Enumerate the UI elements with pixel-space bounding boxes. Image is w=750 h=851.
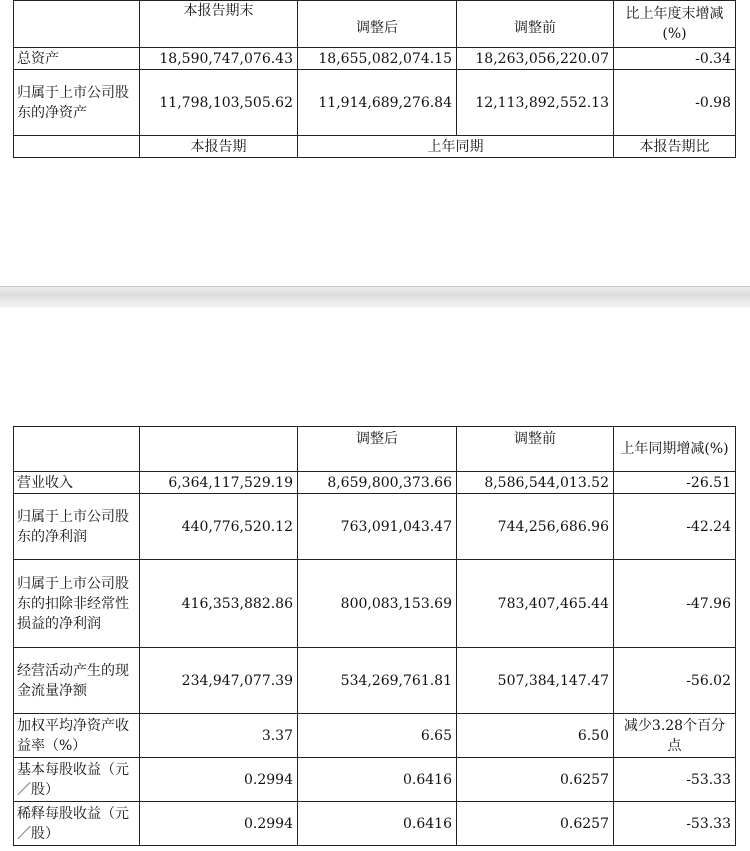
table-row xyxy=(14,560,736,648)
cell-after: 0.6416 xyxy=(298,802,457,846)
footer-compare: 本报告期比 xyxy=(614,136,736,158)
table-row xyxy=(14,802,736,846)
table-row xyxy=(14,70,736,136)
row-label: 归属于上市公司股东的扣除非经常性损益的净利润 xyxy=(14,560,140,648)
cell-change: -42.24 xyxy=(614,494,736,560)
cell-current: 440,776,520.12 xyxy=(140,494,298,560)
row-label: 归属于上市公司股东的净利润 xyxy=(14,494,140,560)
cell-before: 8,586,544,013.52 xyxy=(457,472,614,494)
cell-change: -0.34 xyxy=(614,48,736,70)
table-row xyxy=(14,648,736,714)
cell-current: 234,947,077.39 xyxy=(140,648,298,714)
header-after-adjust: 调整后 xyxy=(298,1,457,48)
cell-current: 0.2994 xyxy=(140,758,298,802)
page-break-line xyxy=(0,286,750,287)
cell-current: 6,364,117,529.19 xyxy=(140,472,298,494)
row-label: 营业收入 xyxy=(14,472,140,494)
cell-after: 8,659,800,373.66 xyxy=(298,472,457,494)
cell-before: 18,263,056,220.07 xyxy=(457,48,614,70)
income-header-row xyxy=(14,427,736,472)
cell-current: 416,353,882.86 xyxy=(140,560,298,648)
cell-current: 0.2994 xyxy=(140,802,298,846)
row-label: 经营活动产生的现金流量净额 xyxy=(14,648,140,714)
row-label: 基本每股收益（元／股） xyxy=(14,758,140,802)
table-row xyxy=(14,48,736,70)
cell-after: 534,269,761.81 xyxy=(298,648,457,714)
cell-before: 0.6257 xyxy=(457,802,614,846)
header-change: 上年同期增减(%) xyxy=(614,427,736,472)
table-row xyxy=(14,714,736,758)
income-table xyxy=(13,426,736,846)
cell-change: -0.98 xyxy=(614,70,736,136)
footer-blank xyxy=(14,136,140,158)
footer-last-year: 上年同期 xyxy=(298,136,614,158)
row-label: 稀释每股收益（元／股） xyxy=(14,802,140,846)
header-after-adjust: 调整后 xyxy=(298,427,457,472)
header-blank xyxy=(14,427,140,472)
header-blank-current xyxy=(140,427,298,472)
cell-change: -26.51 xyxy=(614,472,736,494)
table-row xyxy=(14,472,736,494)
cell-change: -47.96 xyxy=(614,560,736,648)
balance-header-row xyxy=(14,1,736,48)
header-change: 比上年度末增减(%) xyxy=(614,1,736,48)
table-row xyxy=(14,494,736,560)
cell-current: 18,590,747,076.43 xyxy=(140,48,298,70)
cell-after: 800,083,153.69 xyxy=(298,560,457,648)
cell-after: 6.65 xyxy=(298,714,457,758)
cell-after: 0.6416 xyxy=(298,758,457,802)
page-break xyxy=(0,286,750,308)
balance-footer-row xyxy=(14,136,736,158)
cell-before: 0.6257 xyxy=(457,758,614,802)
cell-after: 763,091,043.47 xyxy=(298,494,457,560)
cell-change: -53.33 xyxy=(614,802,736,846)
cell-change: -53.33 xyxy=(614,758,736,802)
footer-period: 本报告期 xyxy=(140,136,298,158)
header-before-adjust: 调整前 xyxy=(457,1,614,48)
header-before-adjust: 调整前 xyxy=(457,427,614,472)
row-label: 加权平均净资产收益率（%） xyxy=(14,714,140,758)
table-row xyxy=(14,758,736,802)
cell-change: 减少3.28个百分点 xyxy=(614,714,736,758)
cell-after: 11,914,689,276.84 xyxy=(298,70,457,136)
header-period-end: 本报告期末 xyxy=(140,1,298,48)
cell-before: 507,384,147.47 xyxy=(457,648,614,714)
row-label: 总资产 xyxy=(14,48,140,70)
cell-current: 11,798,103,505.62 xyxy=(140,70,298,136)
cell-after: 18,655,082,074.15 xyxy=(298,48,457,70)
header-blank xyxy=(14,1,140,48)
cell-current: 3.37 xyxy=(140,714,298,758)
row-label: 归属于上市公司股东的净资产 xyxy=(14,70,140,136)
cell-before: 744,256,686.96 xyxy=(457,494,614,560)
balance-table xyxy=(13,0,736,158)
cell-change: -56.02 xyxy=(614,648,736,714)
cell-before: 6.50 xyxy=(457,714,614,758)
cell-before: 12,113,892,552.13 xyxy=(457,70,614,136)
cell-before: 783,407,465.44 xyxy=(457,560,614,648)
